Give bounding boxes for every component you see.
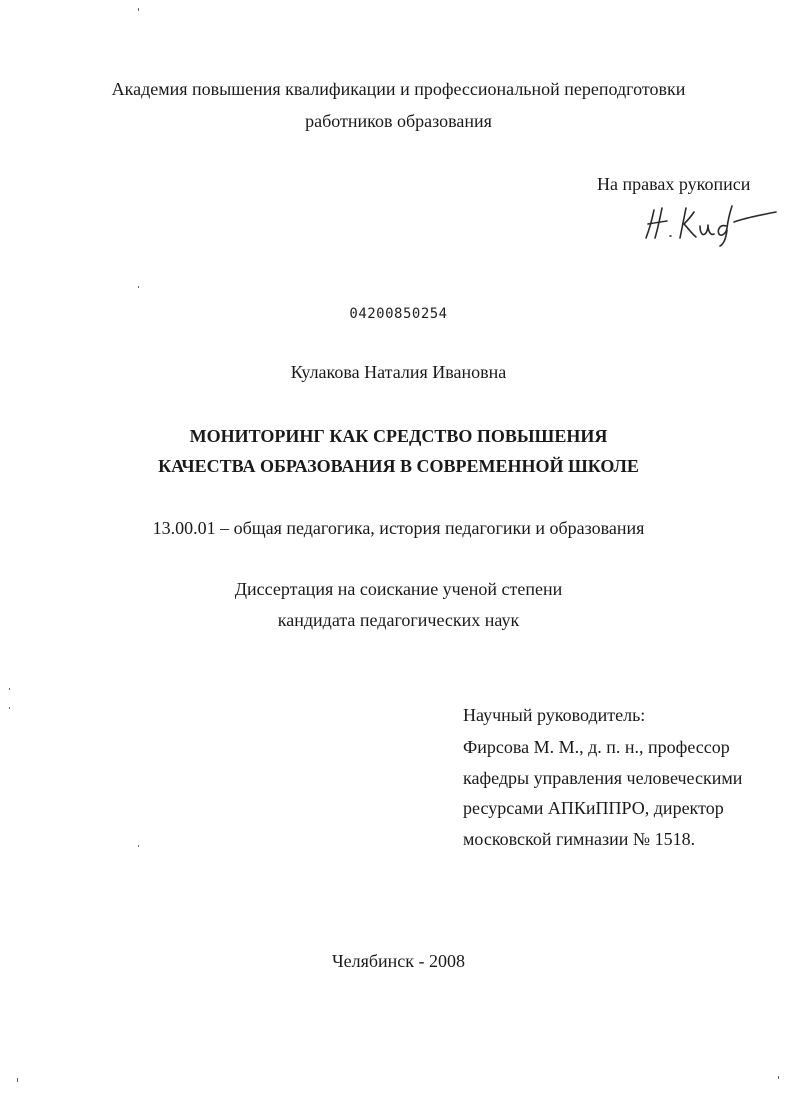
scan-speck (138, 286, 139, 288)
scan-speck (778, 1076, 779, 1079)
scan-speck (9, 688, 10, 690)
author-name: Кулакова Наталия Ивановна (290, 362, 507, 382)
handwritten-signature (640, 198, 780, 248)
scan-speck (138, 8, 139, 11)
supervisor-line-4: московской гимназии № 1518. (463, 829, 696, 849)
city-year: Челябинск - 2008 (331, 951, 466, 971)
institution-line-2: работников образования (305, 111, 492, 131)
degree-line-1: Диссертация на соискание ученой степени (234, 579, 563, 599)
specialty-code: 13.00.01 – общая педагогика, история педагогики и образования (152, 518, 645, 538)
scan-speck (17, 1078, 18, 1082)
scan-speck (138, 845, 139, 847)
supervisor-line-2: кафедры управления человеческими (463, 768, 743, 788)
catalog-number: 04200850254 (349, 306, 448, 322)
supervisor-heading: Научный руководитель: (463, 705, 646, 725)
institution-line-1: Академия повышения квалификации и профессиональной переподготовки (111, 79, 686, 99)
thesis-title-line-1: МОНИТОРИНГ КАК СРЕДСТВО ПОВЫШЕНИЯ (189, 426, 608, 446)
manuscript-rights-label: На правах рукописи (597, 174, 751, 194)
scan-speck (9, 707, 10, 709)
thesis-title-line-2: КАЧЕСТВА ОБРАЗОВАНИЯ В СОВРЕМЕННОЙ ШКОЛЕ (158, 456, 639, 476)
degree-line-2: кандидата педагогических наук (277, 610, 520, 630)
supervisor-line-3: ресурсами АПКиППРО, директор (463, 798, 724, 818)
supervisor-line-1: Фирсова М. М., д. п. н., профессор (463, 737, 730, 757)
